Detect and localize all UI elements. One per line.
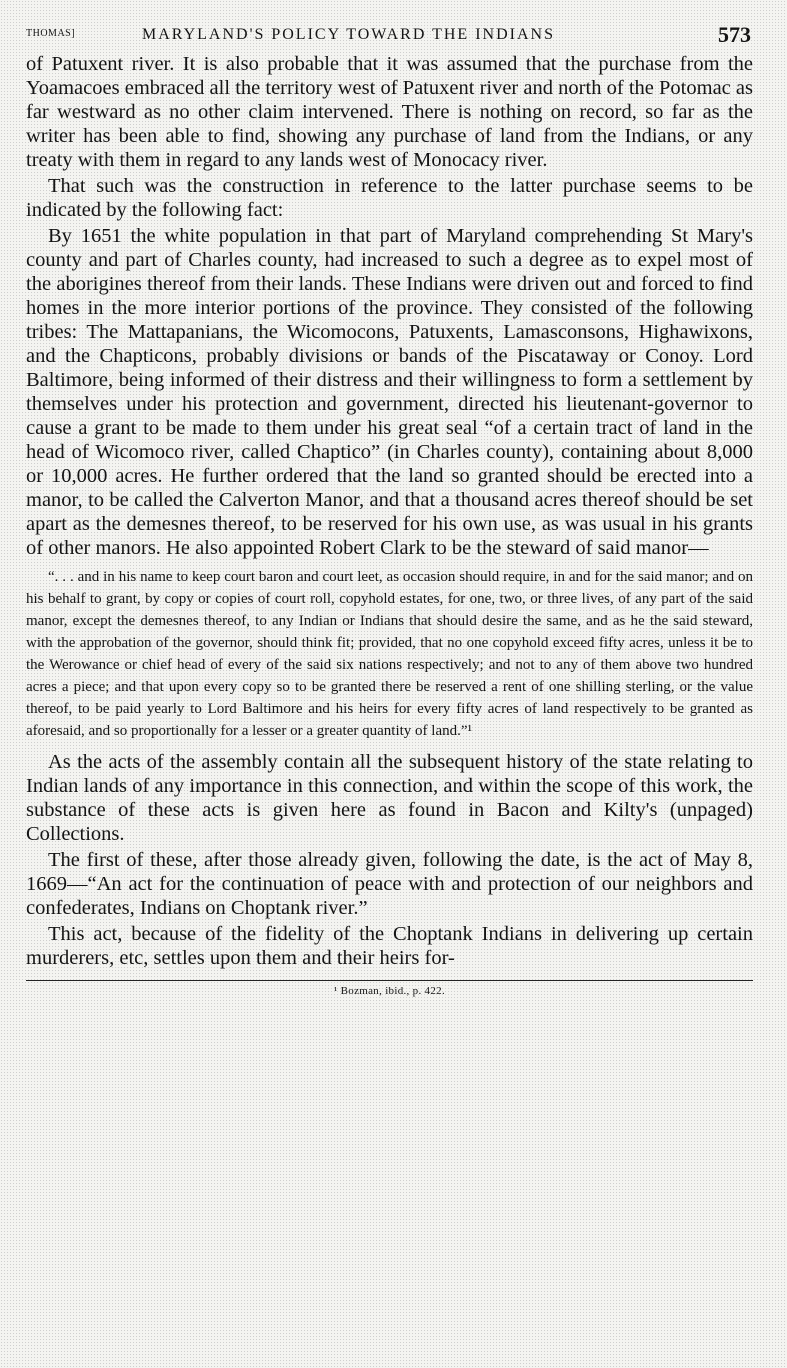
quote-text: “. . . and in his name to keep court baron and court leet, as occasion should require, in and for the said manor; and on his behalf to grant, by copy or copies of court roll, copyhold estates, for one, two, or three lives, of any part of the said manor, except the demesnes thereof, to any Indian or Indians that should desire the same, and as he the said steward, with the approbation of the governor, should think fit; provided, that no one copyhold exceed fifty acres, unless it be to the Werowance or chief head of every of the said six nations respectively; and not to any of them above two hundred acres a piece; and that upon every copy so to be granted there be reserved a rent of one shilling sterling, or the value thereof, to be paid yearly to Lord Baltimore and his heirs for every fifty acres of land respectively to be granted as aforesaid, and so proportionally for a lesser or a greater quantity of land.”¹ [26,569,753,739]
footnote-rule [26,980,753,981]
paragraph: The first of these, after those already given, following the date, is the act of May 8, 1669—“An act for the continuation of peace with and protection of our neighbors and confederates, Indians on Choptank river.” [26,849,753,919]
paragraph: That such was the construction in reference to the latter purchase seems to be indicated by the following fact: [26,175,753,221]
page-number: 573 [718,22,751,47]
main-text-continued [26,750,753,970]
footnote: ¹ Bozman, ibid., p. 422. [333,985,446,997]
paragraph: of Patuxent river. It is also probable that it was assumed that the purchase from the Yoamacoes embraced all the territory west of Patuxent river and north of the Potomac as far westward as no other claim intervened. There is nothing on record, so far as the writer has been able to find, showing any purchase of land from the Indians, or any treaty with them in regard to any lands west of Monocacy river. [26,53,753,171]
author-tag: THOMAS] [26,28,76,39]
paragraph: By 1651 the white population in that part of Maryland comprehending St Mary's county and part of Charles county, had increased to such a degree as to expel most of the aborigines thereof from their lands. These Indians were driven out and forced to find homes in the more interior portions of the province. They consisted of the following tribes: The Mattapanians, the Wicomocons, Patuxents, Lamasconsons, Highawixons, and the Chapticons, probably divisions or bands of the Piscataway or Conoy. Lord Baltimore, being informed of their distress and their willingness to form a settlement by themselves under his protection and government, directed his lieutenant-governor to cause a grant to be made to them under his great seal “of a certain tract of land in the head of Wicomoco river, called Chaptico” (in Charles county), containing about 8,000 or 10,000 acres. He further ordered that the land so granted should be erected into a manor, to be called the Calverton Manor, and that a thousand acres thereof should be set apart as the demesnes thereof, to be reserved for his own use, as was usual in his grants of other manors. He also appointed Robert Clark to be the steward of said manor— [26,225,753,559]
main-text [26,52,753,560]
running-head [26,16,753,52]
running-title: MARYLAND'S POLICY TOWARD THE INDIANS [142,26,555,43]
paragraph: As the acts of the assembly contain all the subsequent history of the state relating to Indian lands of any importance in this connection, and within the scope of this work, the substance of these acts is given here as found in Bacon and Kilty's (unpaged) Collections. [26,751,753,845]
block-quote [26,566,753,742]
paragraph: This act, because of the fidelity of the Choptank Indians in delivering up certain murderers, etc, settles upon them and their heirs for- [26,923,753,969]
